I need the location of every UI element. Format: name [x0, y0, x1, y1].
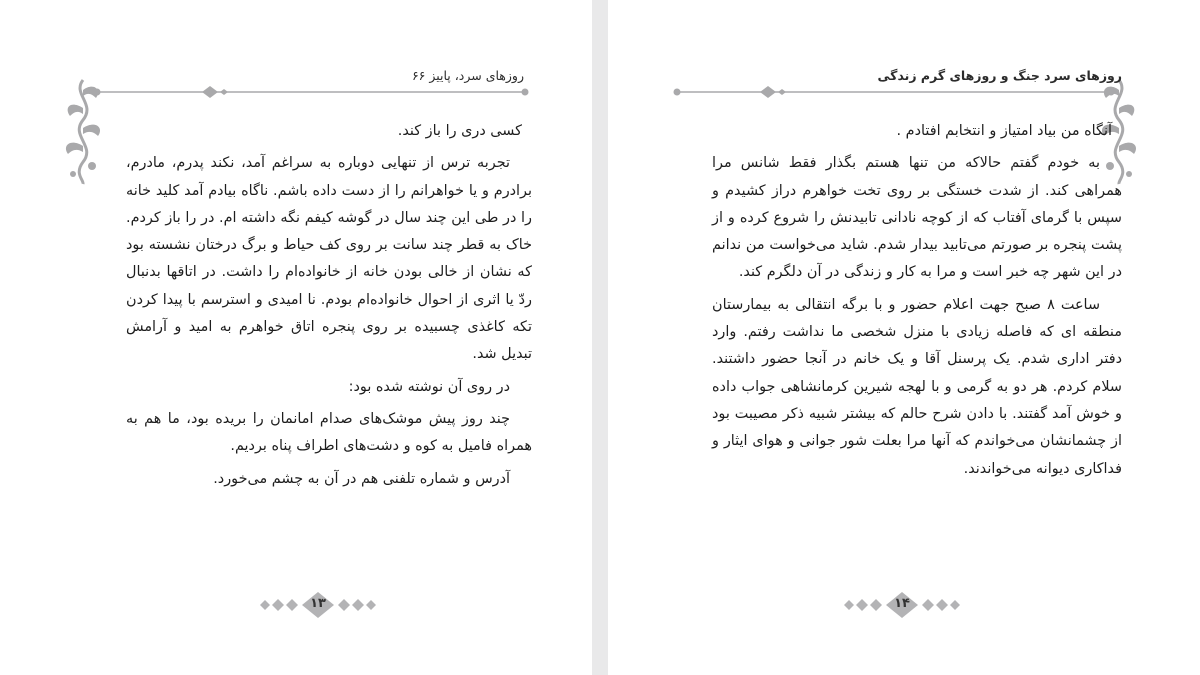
paragraph: چند روز پیش موشک‌های صدام امانمان را بریده بود، ما هم به همراه فامیل به کوه و دشت‌های اطراف پناه بردیم. — [126, 410, 532, 455]
running-head: روزهای سرد جنگ و روزهای گرم زندگی — [877, 68, 1122, 83]
page-number-ornament — [842, 592, 962, 618]
paragraph: به خودم گفتم حالاکه من تنها هستم بگذار فقط شانس مرا همراهی کند. از شدت خستگی بر روی تخت خواهرم دراز کشیدم و سپس با گرمای آفتاب که از کوچه نادانی تابیدنش را شروع کرده و از پشت پنجره بر صورتم می‌تابید بیدار شدم. شاید می‌خواست من ندانم در این شهر چه خبر است و مرا به کار و زندگی در آن دلگرم کند. — [712, 155, 1122, 281]
header-divider — [92, 84, 530, 100]
paragraph: آدرس و شماره تلفنی هم در آن به چشم می‌خورد. — [213, 470, 510, 487]
paragraph: ساعت ۸ صبح جهت اعلام حضور و با برگه انتقالی به بیمارستان منطقه ای که فاصله زیادی با منزل شخصی ما نداشت رفتم. وارد دفتر اداری شدم. یک پرسنل آقا و یک خانم در آنجا حضور داشتند. سلام کردم. هر دو به گرمی و با لهجه شیرین کرمانشاهی جواب داده و خوش آمد گفتند. با دادن شرح حالم که بیشتر شبیه ذکر مصیبت بود از چشمانشان می‌خواندم که آنها مرا بعلت شور جوانی و هوای ایثار و فداکاری دیوانه می‌خواندند. — [712, 296, 1122, 477]
page-number: ۱۴ — [894, 596, 910, 611]
body-text — [126, 118, 532, 498]
running-head: روزهای سرد، پاییز ۶۶ — [411, 68, 524, 83]
header-divider — [672, 84, 1116, 100]
paragraph: تجربه ترس از تنهایی دوباره به سراغم آمد، نکند پدرم، مادرم، برادرم و یا خواهرانم را از دست داده باشم. ناگاه بیادم آمد کلید خانه را در طی این چند سال در گوشه کیفم نگه داشته ام. در را باز کردم. خاک به قطر چند سانت بر روی کف حیاط و برگ درختان نشسته بود که نشان از خالی بودن خانه از خانواده‌ام را داشت. در اتاقها بدنبال ردّ یا اثری از احوال خانواده‌ام بودم. نا امیدی و استرسم با پیدا کردن تکه کاغذی چسبیده بر روی پنجره اتاق خواهرم به امید و آرامش تبدیل شد. — [126, 155, 532, 363]
left-page — [0, 0, 592, 675]
body-text — [712, 118, 1122, 488]
book-gutter — [592, 0, 608, 675]
page-number: ۱۳ — [310, 596, 326, 611]
paragraph: در روی آن نوشته شده بود: — [348, 378, 510, 395]
paragraph: کسی دری را باز کند. — [397, 123, 522, 139]
paragraph: آنگاه من بیاد امتیاز و انتخابم افتادم . — [896, 123, 1112, 139]
right-page — [608, 0, 1200, 675]
page-number-ornament — [258, 592, 378, 618]
